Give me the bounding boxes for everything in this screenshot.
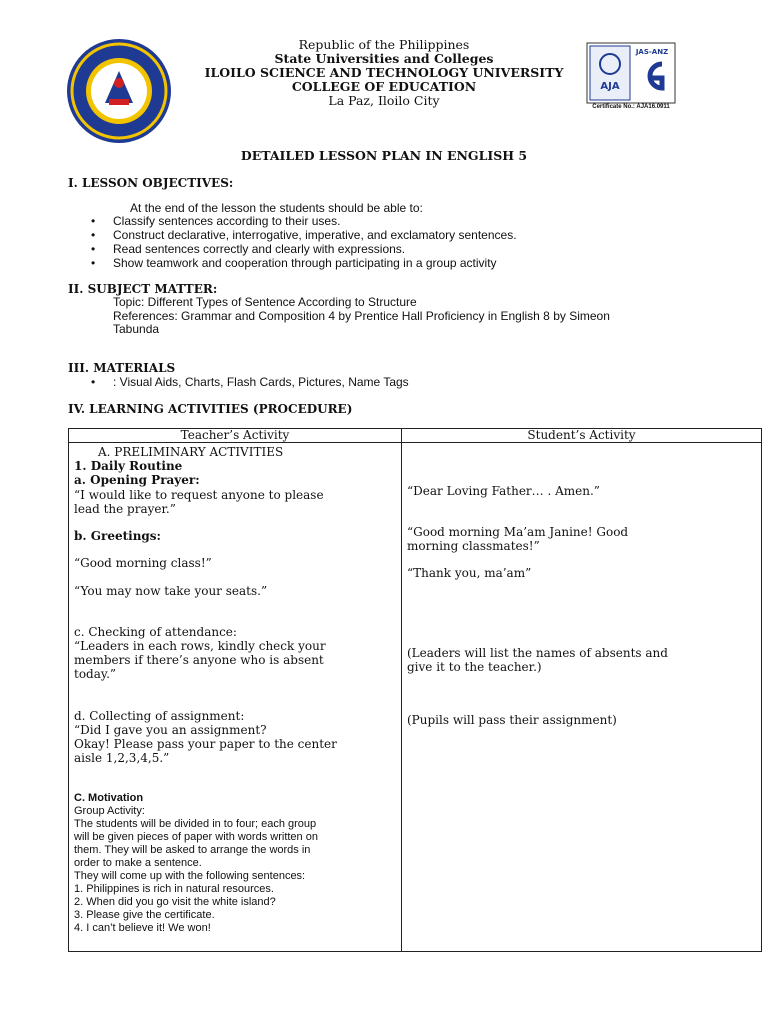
materials-heading: III. MATERIALS	[68, 361, 176, 375]
motivation-line5: They will come up with the following sentences:	[74, 870, 306, 882]
attendance-line3: today.”	[74, 667, 117, 681]
student-activity-header: Student’s Activity	[402, 429, 762, 443]
student-greeting-line1: “Good morning Ma’am Janine! Good	[407, 525, 629, 539]
table-row	[69, 443, 762, 952]
prayer-request-line2: lead the prayer.”	[74, 502, 176, 516]
motivation-heading: C. Motivation	[74, 792, 144, 804]
materials-list	[91, 375, 409, 389]
assignment-line3: aisle 1,2,3,4,5.”	[74, 751, 170, 765]
student-pass-assignment: (Pupils will pass their assignment)	[407, 713, 617, 727]
certificate-number: Certificate No.: AJA16.0911	[592, 104, 670, 110]
student-greeting-line2: morning classmates!”	[407, 539, 540, 553]
header-suc: State Universities and Colleges	[274, 51, 494, 66]
aja-text: AJA	[600, 81, 620, 92]
greeting-line: “Good morning class!”	[74, 556, 212, 570]
objectives-heading: I. LESSON OBJECTIVES:	[68, 176, 234, 190]
assignment-line1: “Did I gave you an assignment?	[74, 723, 267, 737]
header-college: COLLEGE OF EDUCATION	[291, 79, 477, 94]
assignment-heading: d. Collecting of assignment:	[74, 709, 245, 723]
student-leaders-line1: (Leaders will list the names of absents and	[407, 646, 668, 660]
list-item: • Read sentences correctly and clearly with expressions.	[91, 242, 517, 256]
group-activity-label: Group Activity:	[74, 805, 145, 817]
list-item: • Classify sentences according to their uses.	[91, 214, 517, 228]
student-prayer: “Dear Loving Father… . Amen.”	[407, 484, 600, 498]
motivation-line2: will be given pieces of paper with words written on	[74, 831, 318, 843]
motivation-line1: The students will be divided in to four; each group	[74, 818, 317, 830]
motivation-line4: order to make a sentence.	[74, 857, 202, 869]
subject-references: References: Grammar and Composition 4 by Prentice Hall Proficiency in English 8 by Simeon	[113, 309, 610, 323]
activities-table	[68, 428, 762, 952]
header-location: La Paz, Iloilo City	[328, 93, 440, 108]
student-thanks: “Thank you, ma’am”	[407, 566, 532, 580]
table-header-row	[69, 429, 762, 443]
certification-badge-icon	[586, 42, 676, 104]
sentence-3: 3. Please give the certificate.	[74, 909, 215, 921]
header-university: ILOILO SCIENCE AND TECHNOLOGY UNIVERSITY	[204, 65, 564, 80]
header-republic: Republic of the Philippines	[298, 37, 470, 52]
attendance-line1: “Leaders in each rows, kindly check your	[74, 639, 326, 653]
list-item: • Construct declarative, interrogative, imperative, and exclamatory sentences.	[91, 228, 517, 242]
jas-anz-text: JAS-ANZ	[635, 48, 669, 56]
subject-references-cont: Tabunda	[113, 322, 160, 336]
attendance-line2: members if there’s anyone who is absent	[74, 653, 324, 667]
prayer-request-line1: “I would like to request anyone to please	[74, 488, 324, 502]
attendance-heading: c. Checking of attendance:	[74, 625, 237, 639]
certification-logo	[586, 42, 676, 112]
daily-routine-heading: 1. Daily Routine	[74, 459, 183, 473]
preliminary-activities: A. PRELIMINARY ACTIVITIES	[98, 445, 284, 459]
sentence-2: 2. When did you go visit the white island?	[74, 896, 276, 908]
list-item: • Show teamwork and cooperation through participating in a group activity	[91, 256, 517, 270]
student-activity-cell	[402, 443, 762, 952]
teacher-activity-header: Teacher’s Activity	[69, 429, 402, 443]
subject-matter-heading: II. SUBJECT MATTER:	[68, 282, 218, 296]
sentence-4: 4. I can’t believe it! We won!	[74, 922, 211, 934]
greetings-heading: b. Greetings:	[74, 529, 161, 543]
page-title: DETAILED LESSON PLAN IN ENGLISH 5	[240, 148, 528, 163]
seats-line: “You may now take your seats.”	[74, 584, 268, 598]
sentence-1: 1. Philippines is rich in natural resources.	[74, 883, 274, 895]
teacher-activity-cell	[69, 443, 402, 952]
assignment-line2: Okay! Please pass your paper to the center	[74, 737, 337, 751]
activities-heading: IV. LEARNING ACTIVITIES (PROCEDURE)	[68, 402, 353, 416]
list-item: • : Visual Aids, Charts, Flash Cards, Pictures, Name Tags	[91, 375, 409, 389]
motivation-line3: them. They will be asked to arrange the words in	[74, 844, 311, 856]
objectives-intro: At the end of the lesson the students should be able to:	[130, 201, 423, 215]
subject-topic: Topic: Different Types of Sentence According to Structure	[113, 295, 417, 309]
objectives-list	[91, 214, 517, 270]
student-leaders-line2: give it to the teacher.)	[407, 660, 542, 674]
opening-prayer-heading: a. Opening Prayer:	[74, 473, 200, 487]
